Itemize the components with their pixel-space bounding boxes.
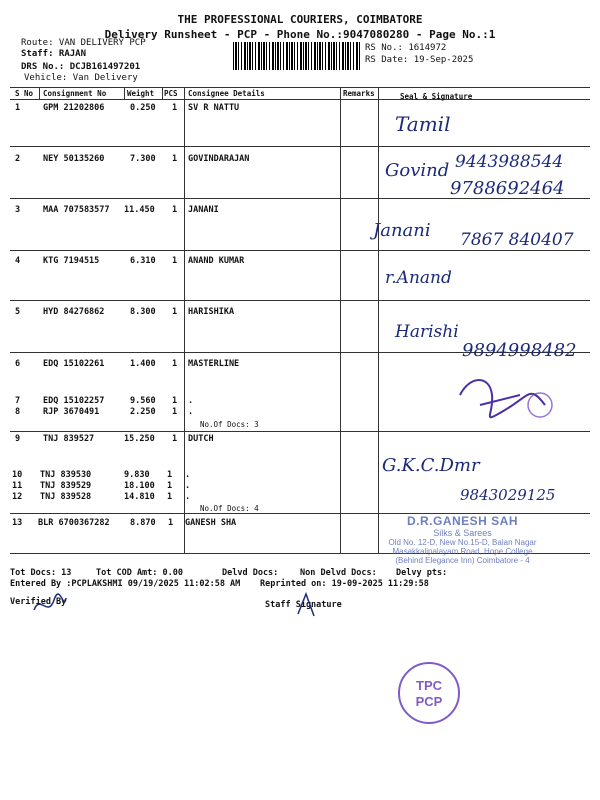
vehicle-label: Vehicle: Van Delivery xyxy=(24,73,138,83)
runsheet-subtitle: Delivery Runsheet - PCP - Phone No.:9047080280 - Page No.:1 xyxy=(104,28,496,41)
company-round-stamp: TPC PCP xyxy=(398,662,460,724)
phone-row5: 9894998482 xyxy=(462,340,577,361)
staff-signature-mark xyxy=(292,590,322,620)
col-weight: Weight xyxy=(127,89,155,98)
phone-row3: 7867 840407 xyxy=(460,230,574,250)
docs-count-note: No.Of Docs: 3 xyxy=(200,420,259,429)
shop-stamp: D.R.GANESH SAH Silks & Sarees Old No. 12-D, New No.15-D, Balan Nagar Masakkalipalayam Road, Hope College (Behind Elegance Inn) Coimbatore - 4 xyxy=(388,514,537,565)
signature-row1: Tamil xyxy=(395,112,451,136)
col-pcs: PCS xyxy=(164,89,178,98)
route-label: Route: VAN DELIVERY PCP xyxy=(21,38,146,48)
seal-signature-row6 xyxy=(450,365,560,435)
company-title: THE PROFESSIONAL COURIERS, COIMBATORE xyxy=(177,13,423,26)
phone-row2b: 9788692464 xyxy=(450,178,565,199)
col-consignee: Consignee Details xyxy=(188,89,265,98)
rs-date: RS Date: 19-Sep-2025 xyxy=(365,55,474,65)
signature-row3: Janani xyxy=(373,220,431,241)
signature-row4: r.Anand xyxy=(385,268,452,288)
rs-number: RS No.: 1614972 xyxy=(365,43,447,53)
phone-row9: 9843029125 xyxy=(460,486,556,504)
total-docs: Tot Docs: 13 xyxy=(10,568,72,578)
non-delivered-docs: Non Delvd Docs: xyxy=(300,568,377,578)
signature-row9: G.K.C.Dmr xyxy=(382,455,480,476)
staff-label: Staff: RAJAN xyxy=(21,49,87,59)
entered-by: Entered By :PCPLAKSHMI 09/19/2025 11:02:58 AM xyxy=(10,579,241,589)
delivery-points: Delvy pts: xyxy=(396,568,448,578)
barcode-image xyxy=(233,42,361,70)
phone-row2a: 9443988544 xyxy=(455,152,564,172)
staff-signature: Staff Signature xyxy=(265,600,342,610)
total-cod: Tot COD Amt: 0.00 xyxy=(96,568,183,578)
docs-count-note: No.Of Docs: 4 xyxy=(200,504,259,513)
delivered-docs: Delvd Docs: xyxy=(222,568,279,578)
col-sno: S No xyxy=(15,89,34,98)
verified-by: Verified By xyxy=(10,597,67,607)
signature-row2: Govind xyxy=(385,160,450,181)
col-consignment: Consignment No xyxy=(43,89,107,98)
verified-signature xyxy=(30,590,70,620)
signature-row5: Harishi xyxy=(395,322,459,342)
col-seal-signature: Seal & Signature xyxy=(400,92,473,101)
drs-number: DRS No.: DCJB161497201 xyxy=(21,62,141,72)
col-remarks: Remarks xyxy=(343,89,375,98)
reprinted-on: Reprinted on: 19-09-2025 11:29:58 xyxy=(260,579,429,589)
